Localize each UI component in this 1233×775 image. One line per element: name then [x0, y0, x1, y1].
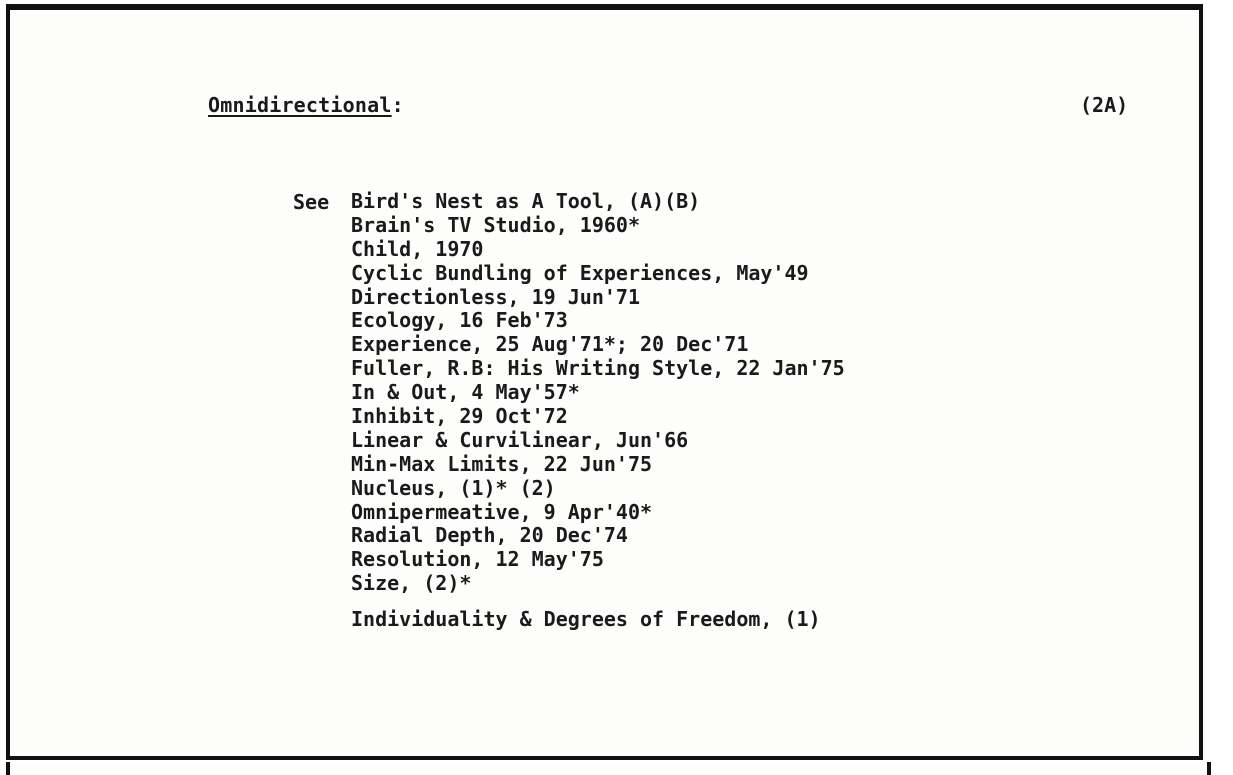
reference-item: Experience, 25 Aug'71*; 20 Dec'71 — [351, 332, 749, 357]
reference-item: Linear & Curvilinear, Jun'66 — [351, 427, 689, 452]
reference-item: Nucleus, (1)* (2) — [351, 475, 556, 500]
reference-item: Min-Max Limits, 22 Jun'75 — [351, 451, 653, 476]
heading-colon: : — [391, 93, 404, 117]
reference-item: Fuller, R.B: His Writing Style, 22 Jan'75 — [351, 356, 845, 381]
reference-item: In & Out, 4 May'57* — [351, 380, 580, 405]
reference-item: Directionless, 19 Jun'71 — [351, 284, 640, 309]
next-card-edge — [6, 762, 1211, 775]
reference-item: Omnipermeative, 9 Apr'40* — [351, 499, 653, 524]
reference-item: Ecology, 16 Feb'73 — [351, 308, 568, 333]
reference-item: Bird's Nest as A Tool, (A)(B) — [351, 189, 701, 213]
reference-item: Brain's TV Studio, 1960* — [351, 212, 640, 237]
reference-item: Inhibit, 29 Oct'72 — [351, 404, 568, 429]
reference-item: Radial Depth, 20 Dec'74 — [351, 523, 628, 548]
reference-list — [351, 190, 845, 632]
card-number: (2A) — [1080, 93, 1129, 117]
reference-item: Individuality & Degrees of Freedom, (1) — [351, 607, 821, 632]
reference-item: Child, 1970 — [351, 236, 484, 261]
heading-title: Omnidirectional — [208, 93, 392, 117]
card-heading — [208, 93, 404, 117]
reference-item: Size, (2)* — [351, 571, 472, 596]
see-label: See — [293, 190, 330, 214]
reference-item: Resolution, 12 May'75 — [351, 547, 604, 572]
reference-item: Cyclic Bundling of Experiences, May'49 — [351, 260, 809, 285]
